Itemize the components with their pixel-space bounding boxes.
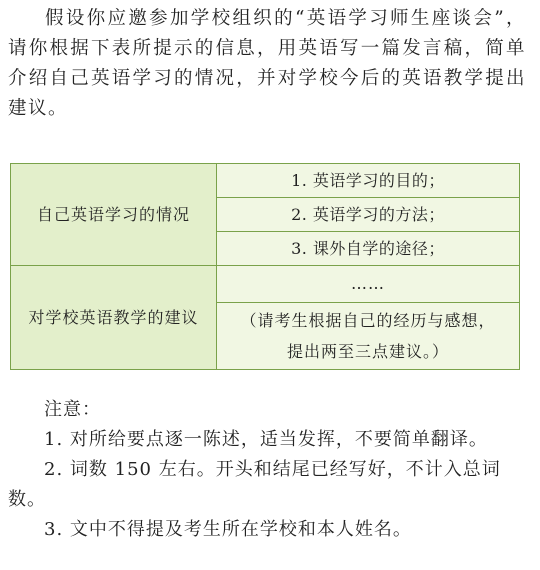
note-item: 3. 文中不得提及考生所在学校和本人姓名。 — [44, 519, 412, 540]
section-label-suggestions: 对学校英语教学的建议 — [11, 266, 217, 370]
prompt-table — [10, 163, 520, 370]
section-label-own-learning: 自己英语学习的情况 — [11, 164, 217, 266]
table-row: 1. 英语学习的目的； — [217, 164, 520, 198]
table-row: 3. 课外自学的途径； — [217, 232, 520, 266]
notes-heading: 注意： — [44, 399, 101, 420]
note-line-2: 提出两至三点建议。） — [286, 341, 449, 361]
note-line-1: （请考生根据自己的经历与感想， — [240, 310, 496, 330]
note-item: 2. 词数 150 左右。开头和结尾已经写好，不计入总词数。 — [8, 459, 501, 510]
table-row: 2. 英语学习的方法； — [217, 198, 520, 232]
notes-section — [8, 395, 528, 545]
table-row-ellipsis: …… — [217, 266, 520, 302]
table-row-note — [217, 302, 520, 369]
task-instructions: 假设你应邀参加学校组织的“英语学习师生座谈会”，请你根据下表所提示的信息，用英语写一篇发言稿，简单介绍自己英语学习的情况，并对学校今后的英语教学提出建议。 — [8, 8, 526, 119]
note-item: 1. 对所给要点逐一陈述，适当发挥，不要简单翻译。 — [44, 429, 488, 450]
